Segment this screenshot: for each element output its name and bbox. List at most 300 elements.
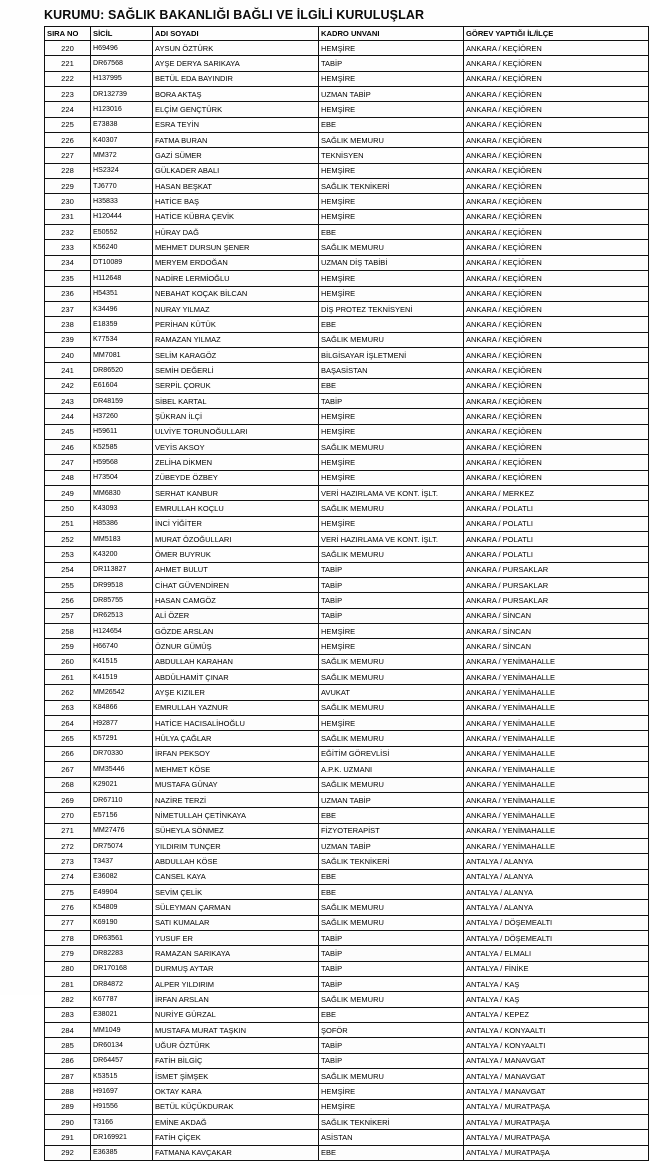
cell-sira-no: 274 — [45, 869, 91, 884]
cell-adi-soyadi: ABDULLAH KÖSE — [153, 854, 319, 869]
cell-sicil: MM27476 — [91, 823, 153, 838]
cell-kadro-unvani: HEMŞİRE — [319, 209, 464, 224]
cell-gorev-yeri: ANTALYA / MURATPAŞA — [464, 1115, 649, 1130]
cell-sira-no: 267 — [45, 762, 91, 777]
cell-sira-no: 258 — [45, 624, 91, 639]
cell-gorev-yeri: ANTALYA / MURATPAŞA — [464, 1130, 649, 1145]
cell-kadro-unvani: EBE — [319, 884, 464, 899]
cell-sicil: MM26542 — [91, 685, 153, 700]
cell-kadro-unvani: SAĞLIK TEKNİKERİ — [319, 179, 464, 194]
cell-kadro-unvani: SAĞLIK MEMURU — [319, 731, 464, 746]
cell-kadro-unvani: SAĞLIK MEMURU — [319, 547, 464, 562]
cell-sicil: E36385 — [91, 1145, 153, 1160]
table-row — [45, 1069, 649, 1084]
cell-sira-no: 278 — [45, 930, 91, 945]
cell-kadro-unvani: SAĞLIK MEMURU — [319, 777, 464, 792]
cell-gorev-yeri: ANKARA / KEÇİÖREN — [464, 133, 649, 148]
cell-sira-no: 235 — [45, 271, 91, 286]
table-row — [45, 56, 649, 71]
cell-gorev-yeri: ANTALYA / KONYAALTI — [464, 1023, 649, 1038]
cell-kadro-unvani: EBE — [319, 1145, 464, 1160]
cell-kadro-unvani: SAĞLIK MEMURU — [319, 439, 464, 454]
cell-adi-soyadi: BETÜL EDA BAYINDIR — [153, 71, 319, 86]
table-row — [45, 501, 649, 516]
cell-gorev-yeri: ANKARA / YENİMAHALLE — [464, 670, 649, 685]
cell-sira-no: 230 — [45, 194, 91, 209]
cell-sicil: H112648 — [91, 271, 153, 286]
cell-gorev-yeri: ANKARA / KEÇİÖREN — [464, 439, 649, 454]
cell-gorev-yeri: ANKARA / KEÇİÖREN — [464, 393, 649, 408]
cell-kadro-unvani: VERİ HAZIRLAMA VE KONT. İŞLT. — [319, 485, 464, 500]
cell-adi-soyadi: ÖZNUR GÜMÜŞ — [153, 639, 319, 654]
cell-sira-no: 271 — [45, 823, 91, 838]
cell-kadro-unvani: SAĞLIK MEMURU — [319, 332, 464, 347]
cell-gorev-yeri: ANKARA / YENİMAHALLE — [464, 700, 649, 715]
cell-sicil: H91556 — [91, 1099, 153, 1114]
cell-adi-soyadi: YUSUF ER — [153, 930, 319, 945]
cell-gorev-yeri: ANKARA / KEÇİÖREN — [464, 347, 649, 362]
table-row — [45, 317, 649, 332]
cell-gorev-yeri: ANKARA / KEÇİÖREN — [464, 225, 649, 240]
table-row — [45, 179, 649, 194]
cell-adi-soyadi: AYŞE DERYA SARIKAYA — [153, 56, 319, 71]
cell-adi-soyadi: EMRULLAH KOÇLU — [153, 501, 319, 516]
cell-sira-no: 260 — [45, 654, 91, 669]
cell-sicil: DR84872 — [91, 976, 153, 991]
table-row — [45, 1115, 649, 1130]
table-row — [45, 163, 649, 178]
cell-adi-soyadi: GÜLKADER ABALI — [153, 163, 319, 178]
table-row — [45, 992, 649, 1007]
cell-gorev-yeri: ANKARA / KEÇİÖREN — [464, 240, 649, 255]
cell-kadro-unvani: EBE — [319, 225, 464, 240]
cell-sicil: DR67110 — [91, 792, 153, 807]
cell-adi-soyadi: RAMAZAN YILMAZ — [153, 332, 319, 347]
cell-sicil: DR132739 — [91, 87, 153, 102]
cell-sira-no: 279 — [45, 946, 91, 961]
cell-adi-soyadi: ABDÜLHAMİT ÇINAR — [153, 670, 319, 685]
cell-sicil: DR60134 — [91, 1038, 153, 1053]
cell-adi-soyadi: MEHMET DURSUN ŞENER — [153, 240, 319, 255]
cell-gorev-yeri: ANKARA / KEÇİÖREN — [464, 455, 649, 470]
cell-kadro-unvani: HEMŞİRE — [319, 194, 464, 209]
cell-kadro-unvani: BİLGİSAYAR İŞLETMENİ — [319, 347, 464, 362]
cell-kadro-unvani: EBE — [319, 378, 464, 393]
cell-sira-no: 250 — [45, 501, 91, 516]
table-row — [45, 1053, 649, 1068]
cell-sira-no: 261 — [45, 670, 91, 685]
personnel-registry-table — [44, 26, 649, 1161]
cell-gorev-yeri: ANKARA / KEÇİÖREN — [464, 209, 649, 224]
table-row — [45, 347, 649, 362]
cell-sira-no: 232 — [45, 225, 91, 240]
cell-sira-no: 233 — [45, 240, 91, 255]
cell-kadro-unvani: SAĞLIK TEKNİKERİ — [319, 1115, 464, 1130]
table-row — [45, 409, 649, 424]
cell-gorev-yeri: ANKARA / PURSAKLAR — [464, 578, 649, 593]
table-row — [45, 777, 649, 792]
table-row — [45, 900, 649, 915]
table-row — [45, 884, 649, 899]
cell-gorev-yeri: ANKARA / KEÇİÖREN — [464, 194, 649, 209]
table-row — [45, 363, 649, 378]
cell-kadro-unvani: HEMŞİRE — [319, 716, 464, 731]
table-row — [45, 792, 649, 807]
cell-kadro-unvani: TABİP — [319, 393, 464, 408]
cell-sira-no: 259 — [45, 639, 91, 654]
cell-sira-no: 264 — [45, 716, 91, 731]
cell-kadro-unvani: EBE — [319, 317, 464, 332]
cell-kadro-unvani: EBE — [319, 869, 464, 884]
cell-kadro-unvani: SAĞLIK MEMURU — [319, 670, 464, 685]
cell-kadro-unvani: HEMŞİRE — [319, 163, 464, 178]
cell-gorev-yeri: ANTALYA / KONYAALTI — [464, 1038, 649, 1053]
cell-adi-soyadi: HÜRAY DAĞ — [153, 225, 319, 240]
cell-sira-no: 266 — [45, 746, 91, 761]
cell-adi-soyadi: RAMAZAN SARIKAYA — [153, 946, 319, 961]
cell-sicil: H92877 — [91, 716, 153, 731]
cell-adi-soyadi: NAZİRE TERZİ — [153, 792, 319, 807]
cell-gorev-yeri: ANTALYA / KEPEZ — [464, 1007, 649, 1022]
cell-sicil: H124654 — [91, 624, 153, 639]
cell-sira-no: 265 — [45, 731, 91, 746]
cell-sicil: K56240 — [91, 240, 153, 255]
cell-sira-no: 290 — [45, 1115, 91, 1130]
cell-adi-soyadi: SERHAT KANBUR — [153, 485, 319, 500]
cell-kadro-unvani: TABİP — [319, 56, 464, 71]
page-title: KURUMU: SAĞLIK BAKANLIĞI BAĞLI VE İLGİLİ KURULUŞLAR — [44, 8, 425, 22]
table-row — [45, 838, 649, 853]
cell-sira-no: 286 — [45, 1053, 91, 1068]
cell-kadro-unvani: HEMŞİRE — [319, 624, 464, 639]
cell-adi-soyadi: NADİRE LERMİOĞLU — [153, 271, 319, 286]
cell-gorev-yeri: ANTALYA / DÖŞEMEALTI — [464, 930, 649, 945]
cell-sira-no: 253 — [45, 547, 91, 562]
cell-adi-soyadi: NEBAHAT KOÇAK BİLCAN — [153, 286, 319, 301]
table-row — [45, 654, 649, 669]
cell-gorev-yeri: ANKARA / KEÇİÖREN — [464, 301, 649, 316]
cell-sicil: E57156 — [91, 808, 153, 823]
cell-sicil: H66740 — [91, 639, 153, 654]
cell-adi-soyadi: NURİYE GÜRZAL — [153, 1007, 319, 1022]
cell-sicil: K77534 — [91, 332, 153, 347]
cell-sicil: T3437 — [91, 854, 153, 869]
cell-kadro-unvani: HEMŞİRE — [319, 41, 464, 56]
cell-gorev-yeri: ANTALYA / ALANYA — [464, 854, 649, 869]
cell-sira-no: 227 — [45, 148, 91, 163]
cell-kadro-unvani: SAĞLIK TEKNİKERİ — [319, 854, 464, 869]
cell-kadro-unvani: HEMŞİRE — [319, 102, 464, 117]
table-row — [45, 378, 649, 393]
cell-sira-no: 248 — [45, 470, 91, 485]
cell-sicil: H91697 — [91, 1084, 153, 1099]
cell-gorev-yeri: ANKARA / KEÇİÖREN — [464, 363, 649, 378]
cell-gorev-yeri: ANKARA / YENİMAHALLE — [464, 731, 649, 746]
cell-kadro-unvani: HEMŞİRE — [319, 424, 464, 439]
cell-adi-soyadi: ELÇİM GENÇTÜRK — [153, 102, 319, 117]
cell-kadro-unvani: TABİP — [319, 562, 464, 577]
cell-sira-no: 252 — [45, 532, 91, 547]
table-row — [45, 1130, 649, 1145]
cell-sira-no: 245 — [45, 424, 91, 439]
cell-adi-soyadi: FATMA BURAN — [153, 133, 319, 148]
cell-sicil: E49904 — [91, 884, 153, 899]
cell-sira-no: 228 — [45, 163, 91, 178]
cell-adi-soyadi: İNCİ YİĞİTER — [153, 516, 319, 531]
cell-sira-no: 225 — [45, 117, 91, 132]
cell-gorev-yeri: ANTALYA / ELMALI — [464, 946, 649, 961]
table-row — [45, 532, 649, 547]
cell-gorev-yeri: ANKARA / YENİMAHALLE — [464, 716, 649, 731]
table-row — [45, 1023, 649, 1038]
cell-adi-soyadi: ZÜBEYDE ÖZBEY — [153, 470, 319, 485]
cell-adi-soyadi: İRFAN PEKSOY — [153, 746, 319, 761]
table-row — [45, 593, 649, 608]
cell-gorev-yeri: ANKARA / PURSAKLAR — [464, 593, 649, 608]
cell-sicil: TJ6770 — [91, 179, 153, 194]
cell-kadro-unvani: TABİP — [319, 1053, 464, 1068]
cell-adi-soyadi: CANSEL KAYA — [153, 869, 319, 884]
cell-sicil: H59568 — [91, 455, 153, 470]
cell-gorev-yeri: ANKARA / KEÇİÖREN — [464, 332, 649, 347]
cell-sira-no: 273 — [45, 854, 91, 869]
cell-gorev-yeri: ANTALYA / MANAVGAT — [464, 1084, 649, 1099]
cell-kadro-unvani: SAĞLIK MEMURU — [319, 700, 464, 715]
cell-adi-soyadi: ULVİYE TORUNOĞULLARI — [153, 424, 319, 439]
table-row — [45, 393, 649, 408]
table-row — [45, 1007, 649, 1022]
cell-sira-no: 239 — [45, 332, 91, 347]
cell-sira-no: 238 — [45, 317, 91, 332]
cell-adi-soyadi: BETÜL KÜÇÜKDURAK — [153, 1099, 319, 1114]
cell-sira-no: 284 — [45, 1023, 91, 1038]
table-row — [45, 685, 649, 700]
cell-sicil: DR170168 — [91, 961, 153, 976]
cell-kadro-unvani: EBE — [319, 808, 464, 823]
cell-adi-soyadi: HATİCE HACISALİHOĞLU — [153, 716, 319, 731]
cell-gorev-yeri: ANKARA / POLATLI — [464, 516, 649, 531]
cell-sicil: DR64457 — [91, 1053, 153, 1068]
cell-gorev-yeri: ANTALYA / MURATPAŞA — [464, 1099, 649, 1114]
cell-adi-soyadi: EMRULLAH YAZNUR — [153, 700, 319, 715]
cell-gorev-yeri: ANKARA / KEÇİÖREN — [464, 56, 649, 71]
cell-gorev-yeri: ANTALYA / KAŞ — [464, 976, 649, 991]
column-header-sira-no: SIRA NO — [45, 27, 91, 41]
cell-adi-soyadi: SİBEL KARTAL — [153, 393, 319, 408]
cell-sicil: H137995 — [91, 71, 153, 86]
table-header-row — [45, 27, 649, 41]
cell-gorev-yeri: ANTALYA / MANAVGAT — [464, 1069, 649, 1084]
cell-sira-no: 272 — [45, 838, 91, 853]
cell-gorev-yeri: ANKARA / KEÇİÖREN — [464, 87, 649, 102]
table-row — [45, 485, 649, 500]
cell-sicil: T3166 — [91, 1115, 153, 1130]
cell-gorev-yeri: ANKARA / YENİMAHALLE — [464, 762, 649, 777]
cell-sicil: K29021 — [91, 777, 153, 792]
cell-adi-soyadi: HATİCE BAŞ — [153, 194, 319, 209]
cell-adi-soyadi: VEYİS AKSOY — [153, 439, 319, 454]
cell-adi-soyadi: NURAY YILMAZ — [153, 301, 319, 316]
cell-gorev-yeri: ANKARA / KEÇİÖREN — [464, 148, 649, 163]
cell-sira-no: 220 — [45, 41, 91, 56]
cell-kadro-unvani: HEMŞİRE — [319, 455, 464, 470]
cell-sira-no: 262 — [45, 685, 91, 700]
cell-kadro-unvani: FİZYOTERAPİST — [319, 823, 464, 838]
cell-adi-soyadi: MERYEM ERDOĞAN — [153, 255, 319, 270]
table-row — [45, 209, 649, 224]
cell-sicil: H73504 — [91, 470, 153, 485]
cell-gorev-yeri: ANKARA / POLATLI — [464, 532, 649, 547]
cell-gorev-yeri: ANKARA / KEÇİÖREN — [464, 179, 649, 194]
cell-gorev-yeri: ANKARA / YENİMAHALLE — [464, 792, 649, 807]
cell-gorev-yeri: ANKARA / YENİMAHALLE — [464, 685, 649, 700]
table-row — [45, 915, 649, 930]
table-row — [45, 700, 649, 715]
cell-adi-soyadi: ZELİHA DİKMEN — [153, 455, 319, 470]
cell-sira-no: 292 — [45, 1145, 91, 1160]
cell-kadro-unvani: TABİP — [319, 578, 464, 593]
table-row — [45, 225, 649, 240]
cell-adi-soyadi: DURMUŞ AYTAR — [153, 961, 319, 976]
cell-kadro-unvani: TABİP — [319, 961, 464, 976]
cell-sira-no: 255 — [45, 578, 91, 593]
cell-sicil: H35833 — [91, 194, 153, 209]
cell-sira-no: 247 — [45, 455, 91, 470]
cell-sira-no: 280 — [45, 961, 91, 976]
cell-sira-no: 237 — [45, 301, 91, 316]
cell-sira-no: 263 — [45, 700, 91, 715]
cell-gorev-yeri: ANKARA / KEÇİÖREN — [464, 409, 649, 424]
table-row — [45, 286, 649, 301]
cell-gorev-yeri: ANTALYA / MANAVGAT — [464, 1053, 649, 1068]
cell-gorev-yeri: ANTALYA / MURATPAŞA — [464, 1145, 649, 1160]
table-body — [45, 41, 649, 1161]
table-row — [45, 133, 649, 148]
cell-adi-soyadi: GÖZDE ARSLAN — [153, 624, 319, 639]
cell-sira-no: 223 — [45, 87, 91, 102]
cell-sicil: H120444 — [91, 209, 153, 224]
cell-sira-no: 277 — [45, 915, 91, 930]
cell-kadro-unvani: HEMŞİRE — [319, 409, 464, 424]
cell-sicil: DR113827 — [91, 562, 153, 577]
cell-sicil: DR169921 — [91, 1130, 153, 1145]
cell-sicil: MM5183 — [91, 532, 153, 547]
cell-gorev-yeri: ANTALYA / KAŞ — [464, 992, 649, 1007]
cell-gorev-yeri: ANKARA / KEÇİÖREN — [464, 117, 649, 132]
cell-sira-no: 283 — [45, 1007, 91, 1022]
cell-adi-soyadi: OKTAY KARA — [153, 1084, 319, 1099]
cell-sicil: E36082 — [91, 869, 153, 884]
cell-sira-no: 288 — [45, 1084, 91, 1099]
table-row — [45, 854, 649, 869]
cell-adi-soyadi: NİMETULLAH ÇETİNKAYA — [153, 808, 319, 823]
cell-adi-soyadi: GAZİ SÜMER — [153, 148, 319, 163]
cell-adi-soyadi: HÜLYA ÇAĞLAR — [153, 731, 319, 746]
cell-kadro-unvani: SAĞLIK MEMURU — [319, 1069, 464, 1084]
cell-sicil: DR85755 — [91, 593, 153, 608]
cell-kadro-unvani: A.P.K. UZMANI — [319, 762, 464, 777]
table-row — [45, 746, 649, 761]
table-row — [45, 762, 649, 777]
cell-kadro-unvani: ŞOFÖR — [319, 1023, 464, 1038]
cell-sicil: K52585 — [91, 439, 153, 454]
cell-adi-soyadi: AHMET BULUT — [153, 562, 319, 577]
table-row — [45, 562, 649, 577]
cell-kadro-unvani: SAĞLIK MEMURU — [319, 915, 464, 930]
cell-kadro-unvani: DİŞ PROTEZ TEKNİSYENİ — [319, 301, 464, 316]
column-header-kadro-unvani: KADRO UNVANI — [319, 27, 464, 41]
cell-kadro-unvani: UZMAN TABİP — [319, 87, 464, 102]
cell-gorev-yeri: ANKARA / SİNCAN — [464, 639, 649, 654]
table-row — [45, 424, 649, 439]
table-row — [45, 41, 649, 56]
cell-gorev-yeri: ANKARA / YENİMAHALLE — [464, 823, 649, 838]
cell-sicil: DR82283 — [91, 946, 153, 961]
cell-adi-soyadi: FATİH BİLGİÇ — [153, 1053, 319, 1068]
table-row — [45, 823, 649, 838]
cell-sicil: MM35446 — [91, 762, 153, 777]
cell-sira-no: 287 — [45, 1069, 91, 1084]
cell-gorev-yeri: ANKARA / KEÇİÖREN — [464, 317, 649, 332]
cell-sicil: E38021 — [91, 1007, 153, 1022]
cell-sicil: H59611 — [91, 424, 153, 439]
cell-adi-soyadi: SEMİH DEĞERLİ — [153, 363, 319, 378]
cell-adi-soyadi: ALİ ÖZER — [153, 608, 319, 623]
cell-adi-soyadi: FATMANA KAVÇAKAR — [153, 1145, 319, 1160]
table-row — [45, 516, 649, 531]
cell-adi-soyadi: UĞUR ÖZTÜRK — [153, 1038, 319, 1053]
table-row — [45, 1145, 649, 1160]
cell-adi-soyadi: İRFAN ARSLAN — [153, 992, 319, 1007]
cell-kadro-unvani: AVUKAT — [319, 685, 464, 700]
cell-sicil: K57291 — [91, 731, 153, 746]
cell-adi-soyadi: SATI KUMALAR — [153, 915, 319, 930]
cell-sira-no: 289 — [45, 1099, 91, 1114]
cell-sira-no: 285 — [45, 1038, 91, 1053]
cell-kadro-unvani: ASİSTAN — [319, 1130, 464, 1145]
cell-sira-no: 275 — [45, 884, 91, 899]
cell-adi-soyadi: SERPİL ÇORUK — [153, 378, 319, 393]
table-row — [45, 255, 649, 270]
cell-gorev-yeri: ANKARA / PURSAKLAR — [464, 562, 649, 577]
cell-kadro-unvani: TABİP — [319, 1038, 464, 1053]
cell-kadro-unvani: UZMAN DİŞ TABİBİ — [319, 255, 464, 270]
cell-gorev-yeri: ANKARA / KEÇİÖREN — [464, 271, 649, 286]
cell-adi-soyadi: EMİNE AKDAĞ — [153, 1115, 319, 1130]
table-row — [45, 301, 649, 316]
cell-sicil: MM6830 — [91, 485, 153, 500]
cell-sicil: K41519 — [91, 670, 153, 685]
cell-adi-soyadi: HASAN CAMGÖZ — [153, 593, 319, 608]
cell-gorev-yeri: ANKARA / KEÇİÖREN — [464, 71, 649, 86]
cell-kadro-unvani: EBE — [319, 1007, 464, 1022]
cell-sicil: K54809 — [91, 900, 153, 915]
table-row — [45, 332, 649, 347]
cell-sicil: E50552 — [91, 225, 153, 240]
cell-kadro-unvani: HEMŞİRE — [319, 286, 464, 301]
table-row — [45, 670, 649, 685]
table-row — [45, 1084, 649, 1099]
cell-sira-no: 244 — [45, 409, 91, 424]
cell-adi-soyadi: AYŞE KIZILER — [153, 685, 319, 700]
table-row — [45, 1099, 649, 1114]
cell-sira-no: 231 — [45, 209, 91, 224]
cell-adi-soyadi: PERİHAN KÜTÜK — [153, 317, 319, 332]
cell-sicil: MM1049 — [91, 1023, 153, 1038]
cell-sira-no: 221 — [45, 56, 91, 71]
cell-sicil: E73838 — [91, 117, 153, 132]
cell-adi-soyadi: YILDIRIM TUNÇER — [153, 838, 319, 853]
